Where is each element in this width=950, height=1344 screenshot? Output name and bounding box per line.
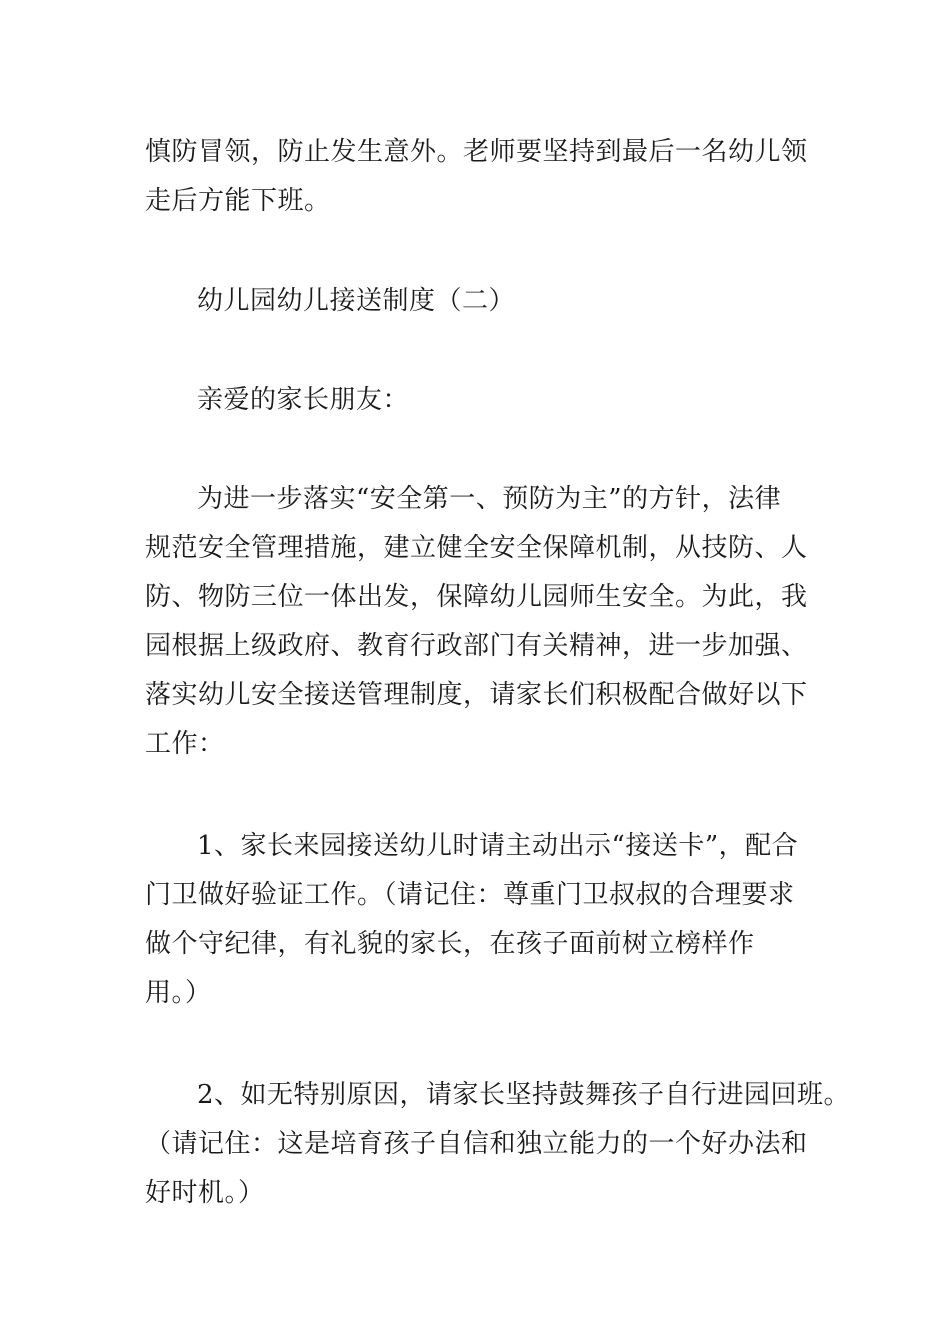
paragraph-line: 落实幼儿安全接送管理制度，请家长们积极配合做好以下 — [145, 680, 808, 710]
paragraph-line: 走后方能下班。 — [145, 186, 331, 216]
paragraph-line: 防、物防三位一体出发，保障幼儿园师生安全。为此，我 — [145, 582, 808, 612]
intro-paragraph — [145, 475, 810, 769]
continuation-paragraph — [145, 128, 810, 226]
paragraph-line: 规范安全管理措施，建立健全安全保障机制，从技防、人 — [145, 533, 808, 563]
paragraph-line: 园根据上级政府、教育行政部门有关精神，进一步加强、 — [145, 631, 808, 661]
item-1-paragraph — [145, 822, 810, 1018]
salutation: 亲爱的家长朋友： — [197, 385, 410, 415]
paragraph-line: （请记住：这是培育孩子自信和独立能力的一个好办法和 — [145, 1129, 808, 1159]
salutation-block — [145, 376, 810, 425]
paragraph-line: 做个守纪律，有礼貌的家长，在孩子面前树立榜样作 — [145, 929, 755, 959]
paragraph-line: 1、家长来园接送幼儿时请主动出示“接送卡”，配合 — [197, 831, 799, 861]
section-title: 幼儿园幼儿接送制度（二） — [197, 286, 516, 316]
paragraph-line: 用。） — [145, 978, 212, 1008]
section-title-block — [145, 277, 810, 326]
item-2-paragraph — [145, 1071, 851, 1218]
paragraph-line: 好时机。） — [145, 1178, 265, 1208]
paragraph-line: 为进一步落实“安全第一、预防为主”的方针，法律 — [197, 484, 782, 514]
paragraph-line: 2、如无特别原因，请家长坚持鼓舞孩子自行进园回班。 — [197, 1080, 851, 1110]
paragraph-line: 门卫做好验证工作。（请记住：尊重门卫叔叔的合理要求 — [145, 880, 795, 910]
paragraph-line: 慎防冒领，防止发生意外。老师要坚持到最后一名幼儿领 — [145, 137, 808, 167]
paragraph-line: 工作： — [145, 729, 225, 759]
